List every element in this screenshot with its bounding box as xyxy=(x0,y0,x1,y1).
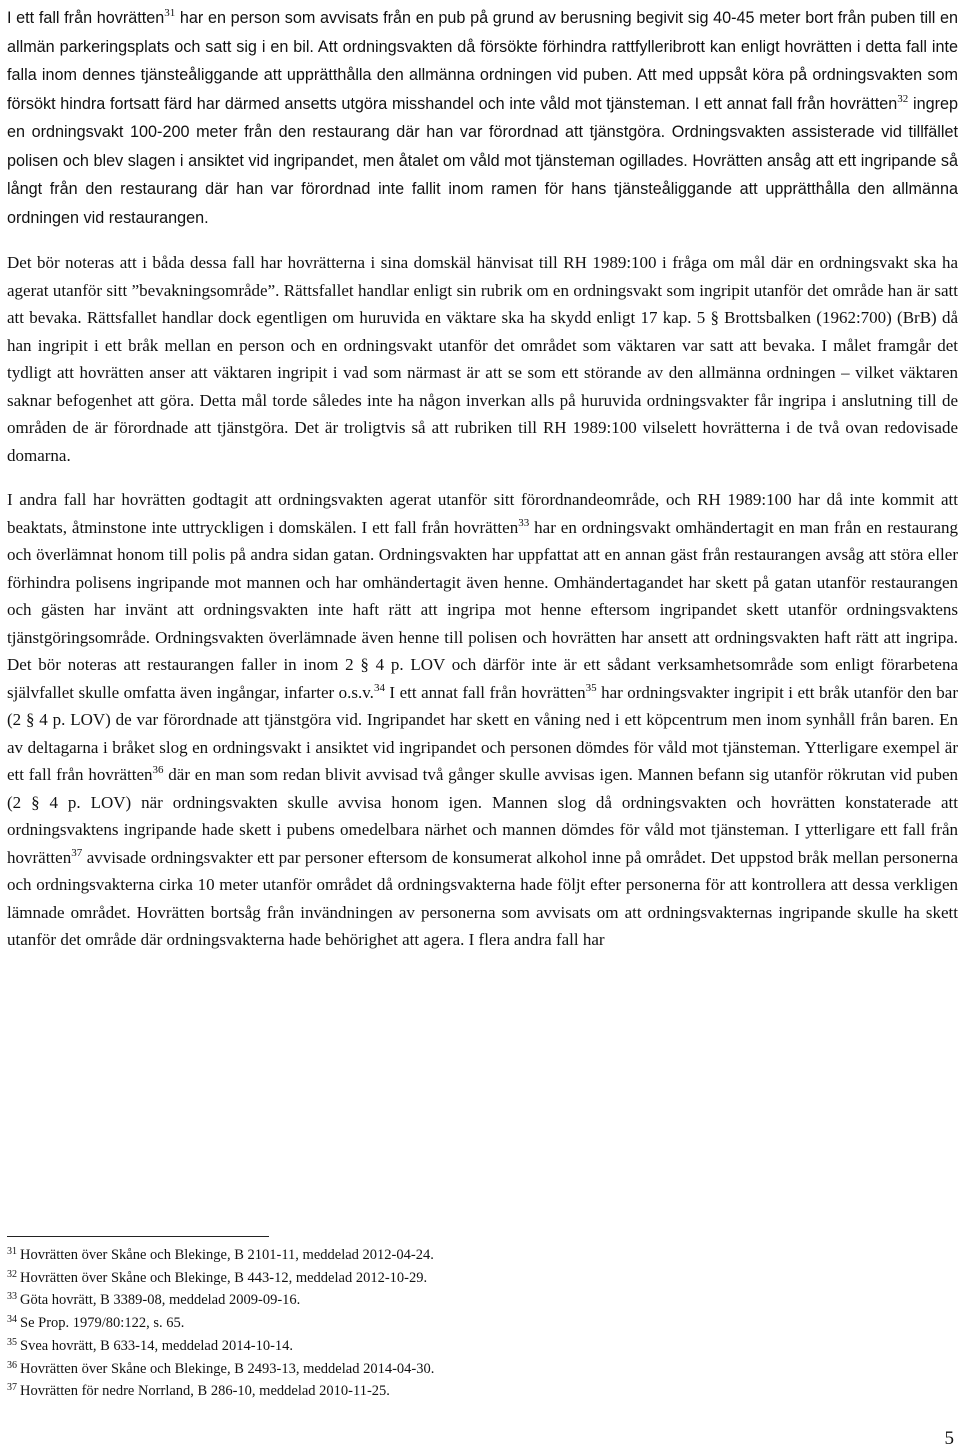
footnote-text: Hovrätten över Skåne och Blekinge, B 2101-11, meddelad 2012-04-24. xyxy=(20,1247,434,1263)
paragraph xyxy=(7,4,958,232)
text-segment: I ett annat fall från hovrätten xyxy=(384,682,586,702)
footnote-text: Se Prop. 1979/80:122, s. 65. xyxy=(20,1315,185,1332)
footnote xyxy=(7,1244,958,1267)
footnote-number: 32 xyxy=(7,1268,17,1280)
paragraph xyxy=(7,249,958,469)
text-segment: ingrep en ordningsvakt 100-200 meter från den restaurang där han var förordnad att tjänstgöra. Ordningsvakten assisterade vid tillfället polisen och blev slagen i ansiktet vid ingripandet, men åtalet om våld mot tjänsteman ogillades. Hovrätten ansåg att ett ingripande så långt från den restaurang där han var förordnad inte fallit inom ramen för hans tjänsteåliggande att upprätthålla den allmänna ordningen vid restaurangen. xyxy=(7,94,959,227)
footnote-text: Hovrätten över Skåne och Blekinge, B 443-12, meddelad 2012-10-29. xyxy=(20,1269,428,1286)
text-segment: där en man som redan blivit avvisad två gånger skulle avvisas igen. Mannen befann sig utanför rökrutan vid puben (2 § 4 p. LOV) när ordningsvakten skulle avvisa honom igen. Mannen slog då ordningsvakten och hovrätten konstaterade att ordningsvaktens ingripande hade skett i pubens omedelbara närhet och mannen dömdes för våld mot tjänsteman. I ytterligare ett fall från hovrätten xyxy=(7,765,959,867)
footnote-divider xyxy=(7,1236,269,1237)
footnote xyxy=(7,1267,958,1290)
text-segment: har en ordningsvakt omhändertagit en man från en restaurang och överlämnat honom till polis på andra sidan gatan. Ordningsvakten har uppfattat att en annan gäst från restaurangen avsåg att störa eller förhindra polisens ingripande mot mannen och har omhändertagit även henne. Omhändertagandet har skett på gatan utanför restaurangen och gästen har invänt att ordningsvakten inte haft rätt att ingripa mot henne eftersom ingripandet skett utanför ordningsvaktens tjänstgöringsområde. Ordningsvakten överlämnade även henne till polisen och hovrätten har ansett att ordningsvakten haft rätt att ingripa. Det bör noteras att restaurangen faller in inom 2 § 4 p. LOV och därför inte är ett sådant verksamhetsområde som enligt förarbetena självfallet skulle omfatta även ingångar, infarter o.s.v. xyxy=(7,517,958,702)
footnote-ref: 37 xyxy=(71,846,83,859)
footnotes xyxy=(7,1244,958,1403)
footnote-number: 35 xyxy=(7,1336,17,1348)
footnote-number: 34 xyxy=(7,1314,17,1326)
text-segment: Det bör noteras att i båda dessa fall har hovrätterna i sina domskäl hänvisat till RH 1989:100 i fråga om mål där en ordningsvakt ska ha agerat utanför sitt ”bevakningsområde”. Rättsfallet handlar enligt sin rubrik om en ordningsvakt som ingripit utanför det område han är satt att bevaka. Rättsfallet handlar dock egentligen om huruvida en väktare ska ha skydd enligt 17 kap. 5 § Brottsbalken (1962:700) (BrB) då han ingripit i ett bråk mellan en person och en ordningsvakt utanför det området som väktaren var satt att bevaka. I målet framgår det tydligt att hovrätten anser att väktaren ingripit i vad som närmast är att se som ett störande av den allmänna ordningen – vilket väktaren saknar befogenhet att göra. Detta mål torde således inte ha någon inverkan alls på huruvida ordningsvakter får ingripa i anslutning till de områden de är förordnade att tjänstgöra. Det är troligtvis så att rubriken till RH 1989:100 vilselett hovrätterna i de två ovan redovisade domarna. xyxy=(7,253,958,465)
text-segment: avvisade ordningsvakter ett par personer eftersom de konsumerat alkohol inne på området. Det uppstod bråk mellan personerna och ordningsvakterna cirka 10 meter utanför området då ordningsvakterna hade följt efter personerna för att kontrollera att dessa verkligen lämnade området. Hovrätten bortsåg från invändningen av personerna som avvisats om att ordningsvakternas ingripande skulle ha skett utanför det område där ordningsvakterna hade behörighet att agera. I flera andra fall har xyxy=(7,847,958,949)
footnote-text: Göta hovrätt, B 3389-08, meddelad 2009-09-16. xyxy=(20,1292,301,1309)
footnote-ref: 35 xyxy=(585,681,597,694)
footnote-number: 36 xyxy=(7,1359,17,1371)
footnote-text: Hovrätten för nedre Norrland, B 286-10, meddelad 2010-11-25. xyxy=(20,1383,390,1400)
text-segment: I andra fall har hovrätten godtagit att ordningsvakten agerat utanför sitt förordnandeområde, och RH 1989:100 har då inte kommit att beaktats, åtminstone inte uttryckligen i domskälen. I ett fall från hovrätten xyxy=(7,490,958,537)
footnote-text: Hovrätten över Skåne och Blekinge, B 2493-13, meddelad 2014-04-30. xyxy=(20,1360,435,1377)
text-segment: I ett fall från hovrätten xyxy=(7,9,165,27)
footnote-ref: 36 xyxy=(152,764,164,776)
footnote-number: 33 xyxy=(7,1291,17,1303)
footnote xyxy=(7,1335,958,1358)
footnote xyxy=(7,1380,958,1403)
footnote xyxy=(7,1289,958,1312)
footnote-ref: 33 xyxy=(518,516,530,529)
paragraph xyxy=(7,486,958,954)
footnote-ref: 32 xyxy=(897,92,909,105)
footnote xyxy=(7,1358,958,1381)
footnote-text: Svea hovrätt, B 633-14, meddelad 2014-10-14. xyxy=(20,1337,294,1354)
footnote-number: 31 xyxy=(7,1246,17,1257)
footnote-ref: 31 xyxy=(164,7,176,19)
page-number: 5 xyxy=(944,1428,954,1449)
footnote xyxy=(7,1312,958,1335)
footnote-ref: 34 xyxy=(373,681,385,694)
footnote-number: 37 xyxy=(7,1382,17,1394)
text-segment: har en person som avvisats från en pub på grund av berusning begivit sig 40-45 meter bort från puben till en allmän parkeringsplats och satt sig i en bil. Att ordningsvakten då försökte förhindra rattfylleribrott kan enligt hovrätten i detta fall inte falla inom dennes tjänsteåliggande att upprätthålla den allmänna ordningen vid puben. Att med uppsåt köra på ordningsvakten som försökt hindra fortsatt färd har därmed ansetts utgöra misshandel och inte våld mot tjänsteman. I ett annat fall från hovrätten xyxy=(7,9,958,113)
text-segment: har ordningsvakter ingripit i ett bråk utanför den bar (2 § 4 p. LOV) de var förordnade att tjänstgöra vid. Ingripandet har skett en våning ned i ett köpcentrum men inom synhåll från baren. En av deltagarna i bråket slog en ordningsvakt i ansiktet vid ingripandet och personen dömdes för våld mot tjänsteman. Ytterligare exempel är ett fall från hovrätten xyxy=(7,682,959,784)
page-body xyxy=(7,4,958,954)
